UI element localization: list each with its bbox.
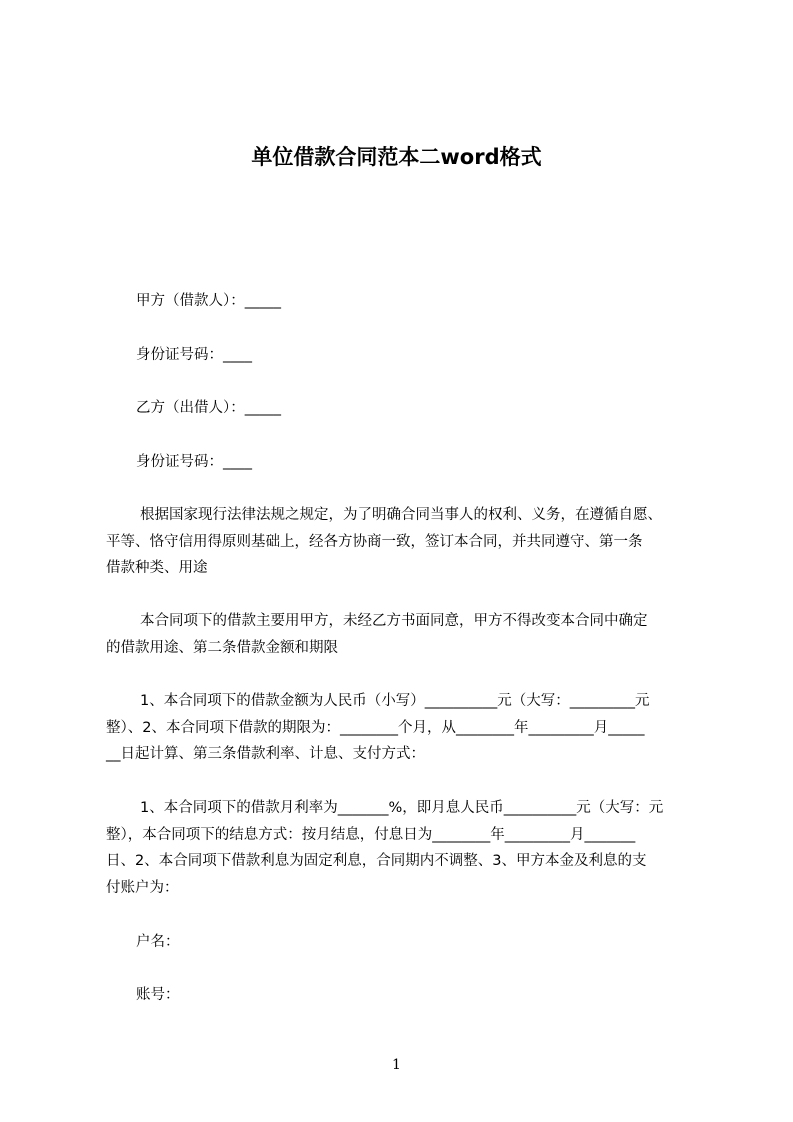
paragraph-line: 1、本合同项下的借款月利率为_______%，即月息人民币__________元（大写：元 bbox=[140, 800, 664, 816]
page-number: 1 bbox=[392, 1057, 401, 1073]
interest-paragraph bbox=[106, 798, 712, 903]
paragraph-line: __日起计算、第三条借款利率、计息、支付方式： bbox=[106, 746, 425, 762]
paragraph-line: 整）、2、本合同项下借款的期限为：________个月，从________年_________月_____ bbox=[106, 720, 645, 736]
paragraph-line: 整），本合同项下的结息方式：按月结息，付息日为________年_________月_______ bbox=[106, 827, 636, 843]
party-a-id-field: 身份证号码：____ bbox=[136, 347, 252, 363]
paragraph-line: 本合同项下的借款主要用甲方，未经乙方书面同意，甲方不得改变本合同中确定 bbox=[140, 613, 648, 629]
paragraph-line: 根据国家现行法律法规之规定，为了明确合同当事人的权利、义务，在遵循自愿、 bbox=[140, 507, 662, 523]
amount-term-paragraph bbox=[106, 691, 712, 771]
paragraph-line: 的借款用途、第二条借款金额和期限 bbox=[106, 640, 338, 656]
paragraph-line: 付账户为： bbox=[106, 880, 179, 896]
party-a-field: 甲方（借款人）：_____ bbox=[136, 293, 281, 309]
party-b-id-field: 身份证号码：____ bbox=[136, 454, 252, 470]
paragraph-line: 借款种类、用途 bbox=[106, 560, 208, 576]
paragraph-line: 平等、恪守信用得原则基础上，经各方协商一致，签订本合同，并共同遵守、第一条 bbox=[106, 534, 643, 550]
preamble-paragraph bbox=[106, 505, 712, 585]
document-title: 单位借款合同范本二word格式 bbox=[251, 145, 542, 169]
paragraph-line: 日、2、本合同项下借款利息为固定利息，合同期内不调整、3、甲方本金及利息的支 bbox=[106, 853, 647, 869]
account-name-field: 户名： bbox=[136, 934, 180, 950]
account-number-field: 账号： bbox=[136, 987, 180, 1003]
party-b-field: 乙方（出借人）：_____ bbox=[136, 400, 281, 416]
paragraph-line: 1、本合同项下的借款金额为人民币（小写）__________元（大写：_________元 bbox=[140, 693, 650, 709]
purpose-paragraph bbox=[106, 611, 712, 661]
